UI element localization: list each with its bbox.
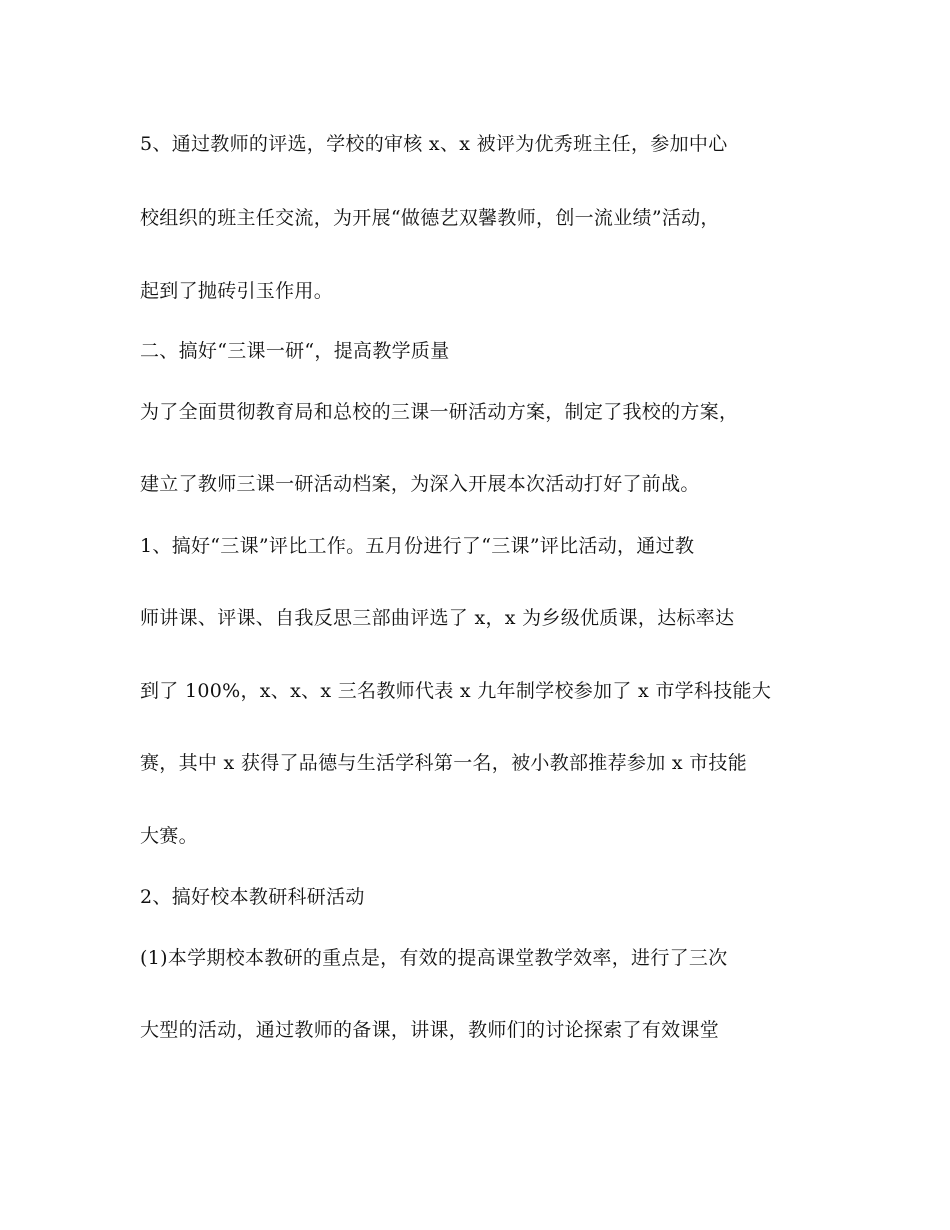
paragraph-line: 建立了教师三课一研活动档案，为深入开展本次活动打好了前战。 [140, 473, 700, 495]
paragraph-line: 5、通过教师的评选，学校的审核 x、x 被评为优秀班主任，参加中心 [140, 133, 728, 155]
paragraph-line: 起到了抛砖引玉作用。 [140, 280, 334, 302]
paragraph-line: (1)本学期校本教研的重点是，有效的提高课堂教学效率，进行了三次 [140, 947, 728, 969]
paragraph-line: 大型的活动，通过教师的备课，讲课，教师们的讨论探索了有效课堂 [140, 1019, 720, 1041]
paragraph-line: 校组织的班主任交流，为开展“做德艺双馨教师，创一流业绩”活动， [140, 207, 720, 229]
paragraph-line: 1、搞好“三课”评比工作。五月份进行了“三课”评比活动，通过教 [140, 535, 695, 557]
subsection-heading: 2、搞好校本教研科研活动 [140, 886, 365, 908]
paragraph-line: 师讲课、评课、自我反思三部曲评选了 x，x 为乡级优质课，达标率达 [140, 607, 735, 629]
section-heading: 二、搞好“三课一研“，提高教学质量 [140, 340, 450, 362]
paragraph-line: 为了全面贯彻教育局和总校的三课一研活动方案，制定了我校的方案， [140, 401, 739, 423]
paragraph-line: 到了 100%，x、x、x 三名教师代表 x 九年制学校参加了 x 市学科技能大 [140, 680, 772, 702]
paragraph-line: 赛，其中 x 获得了品德与生活学科第一名，被小教部推荐参加 x 市技能 [140, 752, 748, 774]
paragraph-line: 大赛。 [140, 825, 198, 847]
